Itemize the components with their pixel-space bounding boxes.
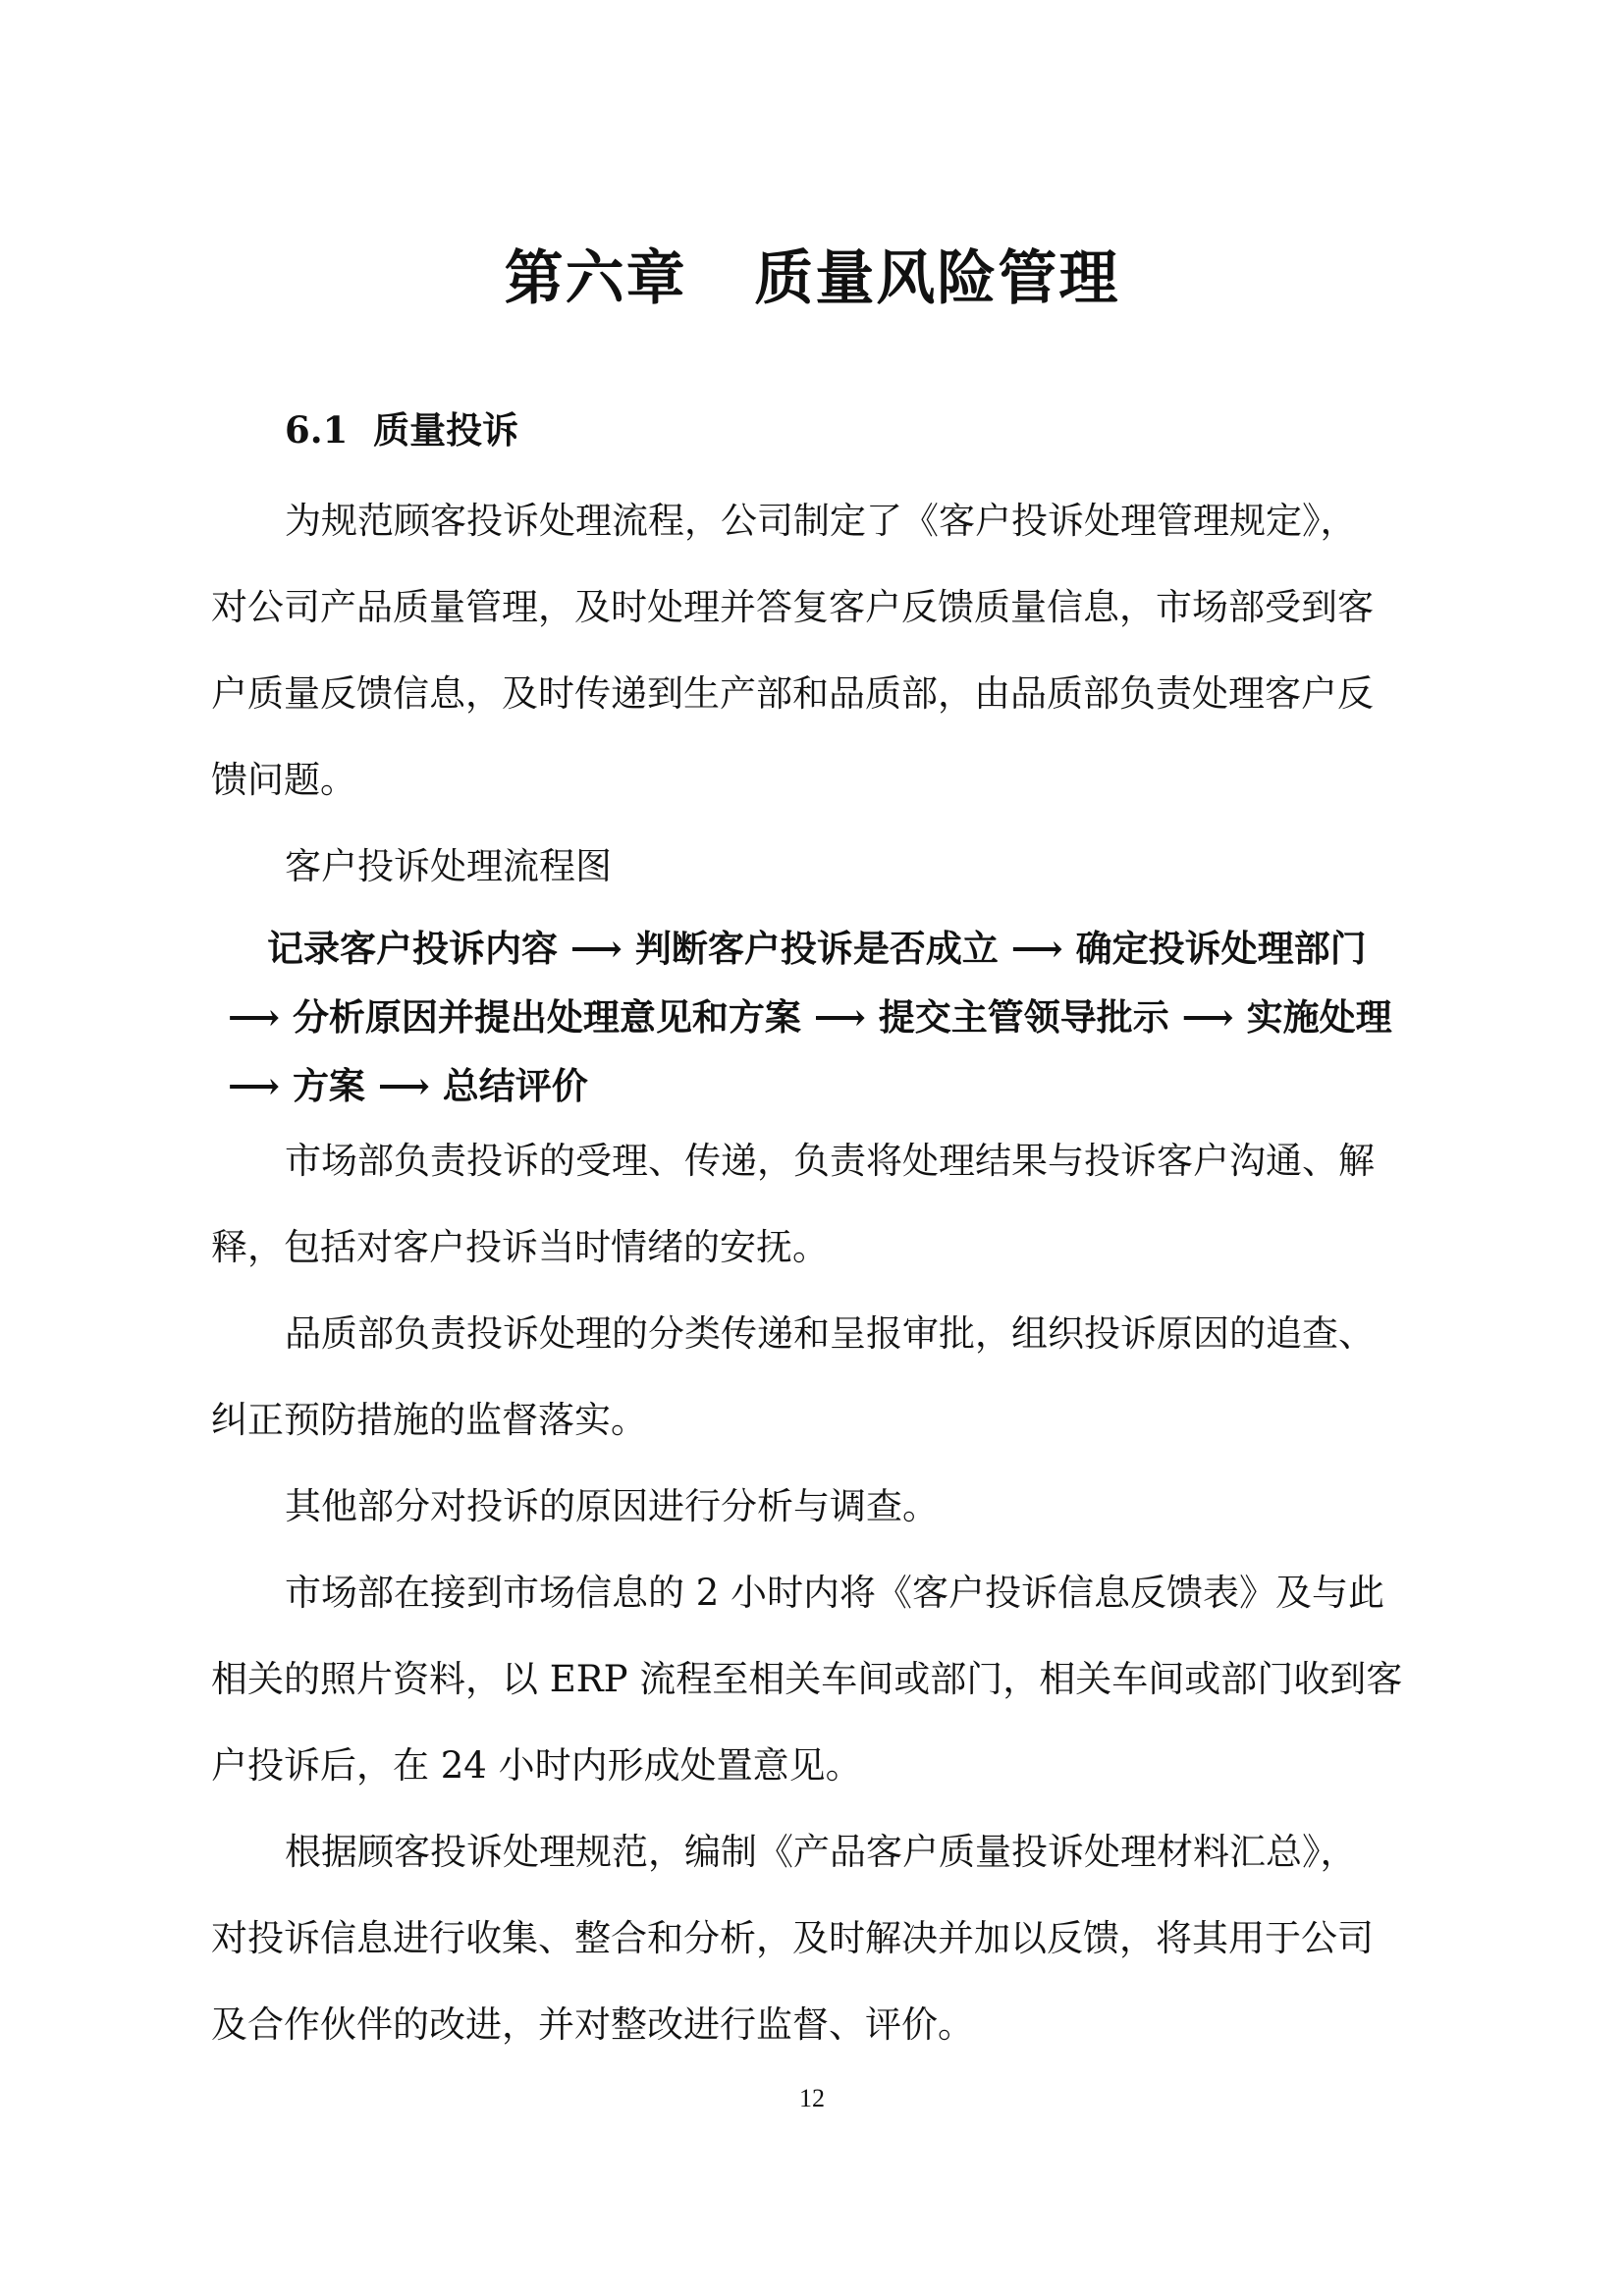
paragraph-line: 对投诉信息进行收集、整合和分析，及时解决并加以反馈，将其用于公司 [211, 1917, 1374, 1959]
right-arrow-icon: ⟶ [569, 927, 623, 970]
chapter-title: 第六章 质量风险管理 [504, 244, 1120, 313]
right-arrow-icon: ⟶ [1010, 927, 1063, 970]
right-arrow-icon: ⟶ [228, 1064, 281, 1107]
paragraph-line: 品质部负责投诉处理的分类传递和呈报审批，组织投诉原因的追查、 [285, 1312, 1375, 1355]
paragraph-line: 其他部分对投诉的原因进行分析与调查。 [285, 1485, 939, 1527]
flow-line-3 [228, 1064, 588, 1107]
flow-line-2 [228, 995, 1392, 1039]
paragraph-line: 户质量反馈信息，及时传递到生产部和品质部，由品质部负责处理客户反 [211, 672, 1374, 715]
flow-line-1 [267, 927, 1367, 970]
paragraph-line: 纠正预防措施的监督落实。 [211, 1399, 647, 1441]
flow-step: 记录客户投诉内容 [267, 927, 558, 970]
flow-step: 方案 [292, 1064, 365, 1107]
flow-step: 总结评价 [442, 1064, 588, 1107]
flow-step: 确定投诉处理部门 [1075, 927, 1367, 970]
paragraph-line: 根据顾客投诉处理规范，编制《产品客户质量投诉处理材料汇总》， [285, 1831, 1357, 1873]
paragraph-line: 及合作伙伴的改进，并对整改进行监督、评价。 [211, 2003, 974, 2046]
flow-step: 判断客户投诉是否成立 [634, 927, 999, 970]
right-arrow-icon: ⟶ [1181, 995, 1234, 1039]
flow-step: 分析原因并提出处理意见和方案 [292, 995, 801, 1039]
paragraph-line: 市场部负责投诉的受理、传递，负责将处理结果与投诉客户沟通、解 [285, 1140, 1375, 1182]
paragraph-line: 对公司产品质量管理，及时处理并答复客户反馈质量信息，市场部受到客 [211, 586, 1374, 628]
flow-step: 实施处理 [1246, 995, 1392, 1039]
paragraph-line: 为规范顾客投诉处理流程，公司制定了《客户投诉处理管理规定》， [285, 500, 1357, 542]
paragraph-line: 相关的照片资料，以 ERP 流程至相关车间或部门，相关车间或部门收到客 [211, 1658, 1403, 1700]
paragraph-line: 释，包括对客户投诉当时情绪的安抚。 [211, 1226, 829, 1268]
right-arrow-icon: ⟶ [228, 995, 281, 1039]
right-arrow-icon: ⟶ [813, 995, 866, 1039]
flow-step: 提交主管领导批示 [878, 995, 1169, 1039]
page-number: 12 [799, 2084, 825, 2112]
section-heading: 6.1 质量投诉 [285, 408, 519, 452]
paragraph-line: 户投诉后，在 24 小时内形成处置意见。 [211, 1744, 862, 1787]
flow-chart-caption: 客户投诉处理流程图 [285, 845, 612, 887]
paragraph-line: 市场部在接到市场信息的 2 小时内将《客户投诉信息反馈表》及与此 [285, 1572, 1385, 1614]
paragraph-line: 馈问题。 [211, 759, 356, 801]
right-arrow-icon: ⟶ [377, 1064, 430, 1107]
